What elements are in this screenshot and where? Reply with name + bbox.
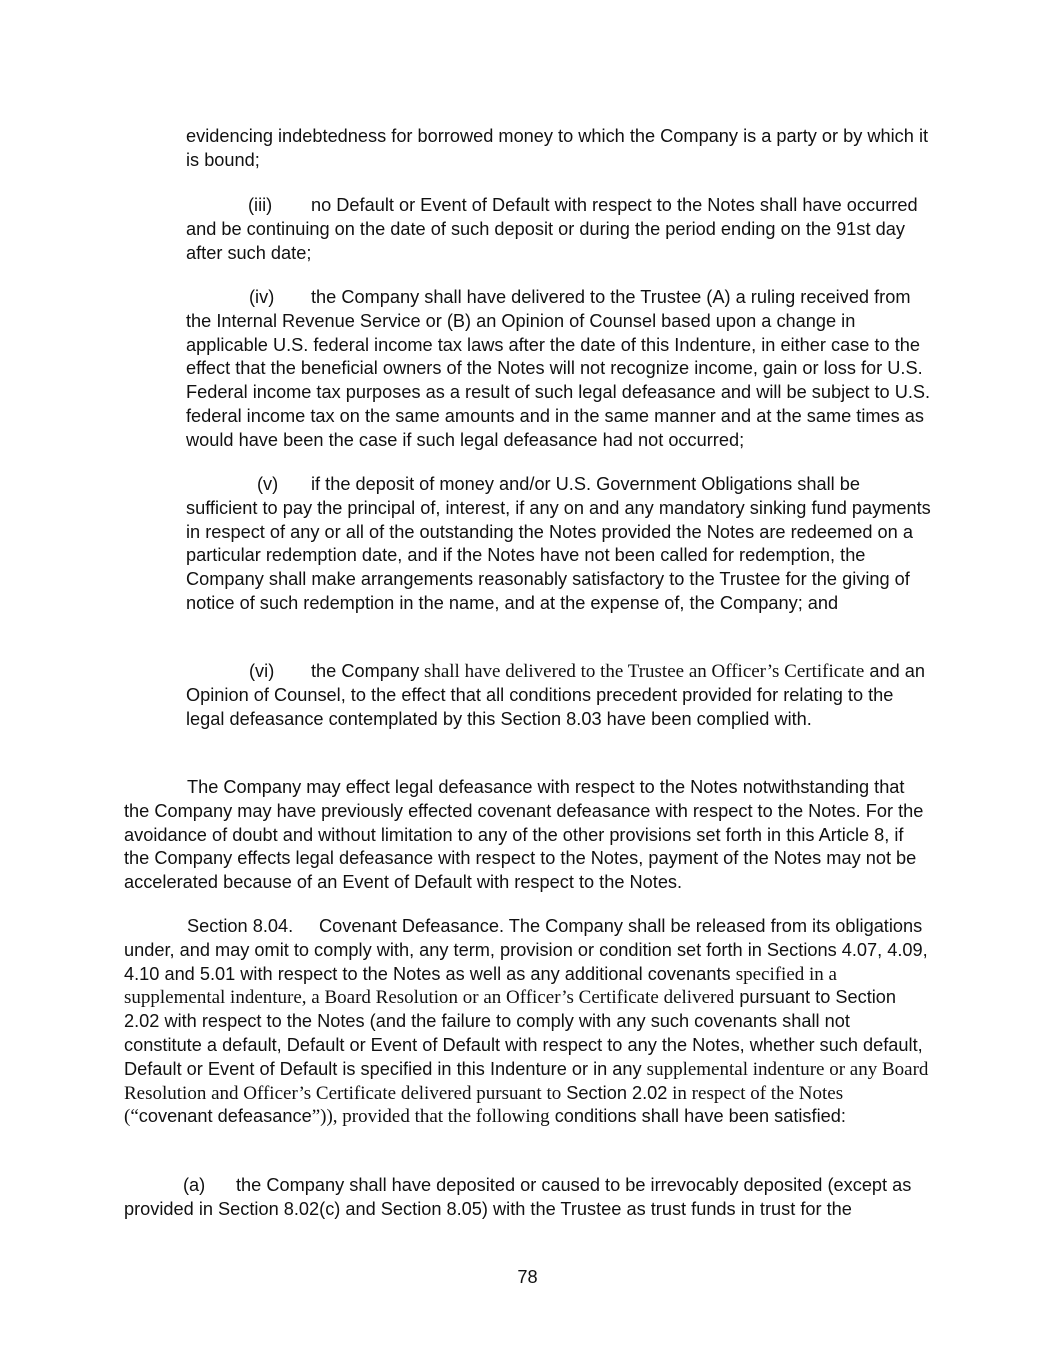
section-text-e: Section 2.02 <box>561 1082 668 1103</box>
section-text-c: pursuant to Section 2.02 with respect to the Notes (and the failure to comply with any such covenants shall not constitute a default, Default or Event of Default with respect to any the Notes, whether such default, Default or Event of Default is specified in this Indenture or in any <box>124 987 923 1079</box>
paragraph-continuation: evidencing indebtedness for borrowed money to which the Company is a party or by which it is bound; <box>186 126 929 170</box>
section-text-h: ”)), provided that the following <box>311 1106 550 1128</box>
paragraph-legal-defeasance: The Company may effect legal defeasance with respect to the Notes notwithstanding that the Company may have previously effected covenant defeasance with respect to the Notes. For the avoidance of doubt and without limitation to any of the other provisions set forth in this Article 8, if the Company effects legal defeasance with respect to the Notes, payment of the Notes may not be accelerated because of an Event of Default with respect to the Notes. <box>124 777 924 893</box>
list-item-vi <box>186 660 931 731</box>
item-label: (a) <box>183 1175 206 1195</box>
item-text: no Default or Event of Default with respect to the Notes shall have occurred and be continuing on the date of such deposit or during the period ending on the 91st day after such date; <box>186 195 918 263</box>
section-text-d: supplemental indenture or any Board Resolution and Officer’s Certificate delivered pursuant to <box>124 1058 929 1104</box>
item-label: (iv) <box>249 287 275 307</box>
section-text-f: in respect of the Notes (“ <box>124 1082 844 1128</box>
list-item-v <box>186 473 931 616</box>
section-number: Section 8.04. <box>187 916 294 936</box>
section-8-04 <box>124 915 931 1129</box>
item-label: (iii) <box>248 195 273 215</box>
section-title: Covenant Defeasance. <box>319 916 505 936</box>
item-text: the Company shall have delivered to the Trustee (A) a ruling received from the Internal Revenue Service or (B) an Opinion of Counsel based upon a change in applicable U.S. federal income tax laws after the date of this Indenture, in either case to the effect that the beneficial owners of the Notes will not recognize income, gain or loss for U.S. Federal income tax purposes as a result of such legal defeasance and will be subject to U.S. federal income tax on the same amounts and in the same manner and at the same times as would have been the case if such legal defeasance had not occurred; <box>186 287 931 450</box>
section-text-b: specified in a supplemental indenture, a Board Resolution or an Officer’s Certificate delivered <box>124 963 837 1009</box>
item-text: the Company shall have deposited or caused to be irrevocably deposited (except as provided in Section 8.02(c) and Section 8.05) with the Trustee as trust funds in trust for the <box>124 1175 912 1219</box>
list-item-iv <box>186 286 931 453</box>
section-text-g: covenant defeasance <box>138 1106 312 1127</box>
item-text-b: shall have delivered to the Trustee an Officer’s Certificate <box>419 661 865 682</box>
item-text: if the deposit of money and/or U.S. Government Obligations shall be sufficient to pay the principal of, interest, if any on and any mandatory sinking fund payments in respect of any or all of the outstanding the Notes provided the Notes are redeemed on a particular redemption date, and if the Notes have not been called for redemption, the Company shall make arrangements reasonably satisfactory to the Trustee for the giving of notice of such redemption in the name, and at the expense of, the Company; and <box>186 474 931 613</box>
item-label: (v) <box>257 474 279 494</box>
list-item-iii <box>186 194 931 265</box>
item-text-c: and an Opinion of Counsel, to the effect that all conditions precedent provided for relating to the legal defeasance contemplated by this Section 8.03 have been complied with. <box>186 661 926 729</box>
page-number: 78 <box>517 1267 538 1287</box>
section-text-a: The Company shall be released from its obligations under, and may omit to comply with, any term, provision or condition set forth in Sections 4.07, 4.09, 4.10 and 5.01 with respect to the Notes as well as any additional covenants <box>124 916 928 984</box>
item-text-a: the Company <box>311 661 420 681</box>
item-label: (vi) <box>249 661 275 681</box>
section-text-i: conditions shall have been satisfied: <box>549 1106 846 1127</box>
list-item-a <box>124 1174 931 1222</box>
